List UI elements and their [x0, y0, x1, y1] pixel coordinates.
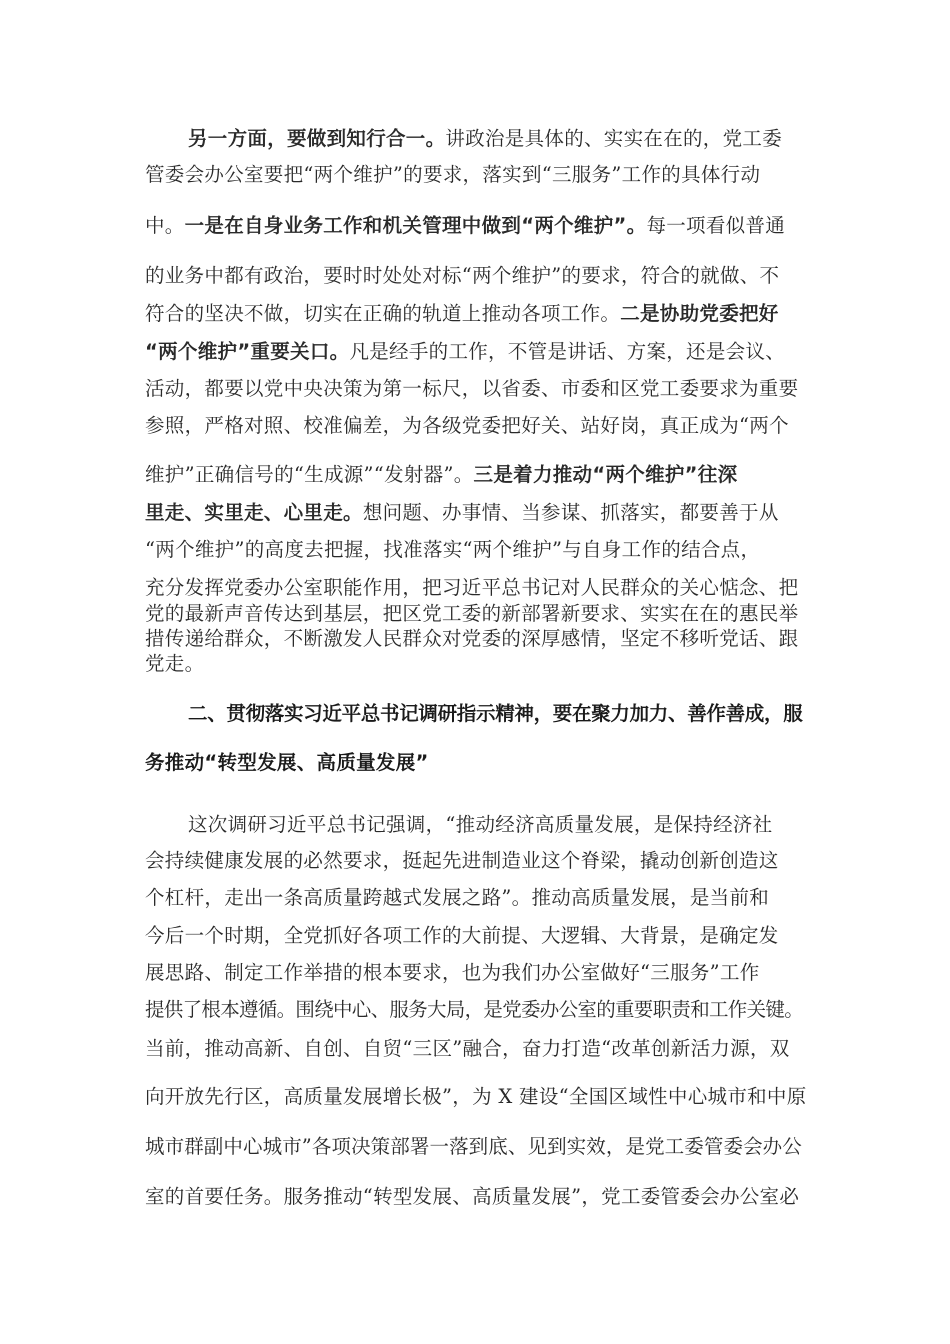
p1-line-7: 活动，都要以党中央决策为第一标尺，以省委、市委和区党工委要求为重要 [145, 377, 799, 400]
section-heading-line-1 [188, 701, 807, 727]
p1-bold-point-2: 二是协助党委把好 [620, 302, 779, 325]
section-heading-cont: 务推动“转型发展、高质量发展” [145, 751, 429, 774]
p2-line-5: 展思路、制定工作举措的根本要求，也为我们办公室做好“三服务”工作 [145, 961, 760, 984]
p1-line-8: 参照，严格对照、校准偏差，为各级党委把好关、站好岗，真正成为“两个 [145, 414, 789, 437]
p1-line-14: 措传递给群众，不断激发人民群众对党委的深厚感情，坚定不移听党话、跟 [145, 627, 799, 650]
p1-line-4: 的业务中都有政治，要时时处处对标“两个维护”的要求，符合的就做、不 [145, 264, 780, 287]
p1-text: 凡是经手的工作，不管是讲话、方案，还是会议、 [349, 340, 786, 363]
p1-line-9 [145, 462, 807, 488]
p1-line-2: 管委会办公室要把“两个维护”的要求，落实到“三服务”工作的具体行动 [145, 163, 761, 186]
p1-text: 中。 [145, 214, 185, 237]
p1-line-12: 充分发挥党委办公室职能作用，把习近平总书记对人民群众的关心惦念、把 [145, 576, 799, 599]
p2-line-1: 这次调研习近平总书记强调，“推动经济高质量发展，是保持经济社 [188, 813, 773, 836]
p1-bold-point-3-cont: 里走、实里走、心里走。 [145, 501, 363, 524]
p1-line-3 [145, 213, 807, 239]
p1-bold-lead: 另一方面，要做到知行合一。 [188, 127, 446, 150]
p2-line-2: 会持续健康发展的必然要求，挺起先进制造业这个脊梁，撬动创新创造这 [145, 849, 779, 872]
p1-bold-point-1: 一是在自身业务工作和机关管理中做到“两个维护”。 [184, 214, 647, 237]
p1-text: 想问题、办事情、当参谋、抓落实，都要善于从 [362, 501, 779, 524]
p1-text: 维护”正确信号的“生成源”“发射器”。 [145, 463, 474, 486]
p1-line-11: “两个维护”的高度去把握，找准落实“两个维护”与自身工作的结合点， [145, 538, 761, 561]
p2-line-6: 提供了根本遵循。围绕中心、服务大局，是党委办公室的重要职责和工作关键。 [145, 998, 804, 1021]
p1-line-1 [188, 126, 807, 152]
p2-line-10: 室的首要任务。服务推动“转型发展、高质量发展”，党工委管委会办公室必 [145, 1185, 800, 1208]
p2-line-7: 当前，推动高新、自创、自贸“三区”融合，奋力打造“改革创新活力源，双 [145, 1037, 790, 1060]
p2-line-9: 城市群副中心城市”各项决策部署一落到底、见到实效，是党工委管委会办公 [145, 1135, 802, 1158]
p2-line-4: 今后一个时期，全党抓好各项工作的大前提、大逻辑、大背景，是确定发 [145, 924, 779, 947]
p1-bold-point-2-cont: “两个维护”重要关口。 [145, 340, 350, 363]
p1-line-13: 党的最新声音传达到基层，把区党工委的新部署新要求、实实在在的惠民举 [145, 602, 799, 625]
p1-bold-point-3: 三是着力推动“两个维护”往深 [473, 463, 738, 486]
p1-text: 讲政治是具体的、实实在在的，党工委 [445, 127, 783, 150]
p1-line-6 [145, 339, 807, 365]
p2-line-8: 向开放先行区，高质量发展增长极”，为 X 建设“全国区域性中心城市和中原 [145, 1085, 807, 1108]
p1-line-5 [145, 301, 807, 327]
p2-line-3: 个杠杆，走出一条高质量跨越式发展之路”。推动高质量发展，是当前和 [145, 886, 770, 909]
section-heading-line-2 [145, 750, 807, 776]
p1-line-10 [145, 500, 807, 526]
section-heading: 二、贯彻落实习近平总书记调研指示精神，要在聚力加力、善作善成，服 [188, 702, 803, 725]
p1-line-15: 党走。 [145, 652, 205, 675]
p1-text: 每一项看似普通 [646, 214, 786, 237]
p1-text: 符合的坚决不做，切实在正确的轨道上推动各项工作。 [145, 302, 621, 325]
